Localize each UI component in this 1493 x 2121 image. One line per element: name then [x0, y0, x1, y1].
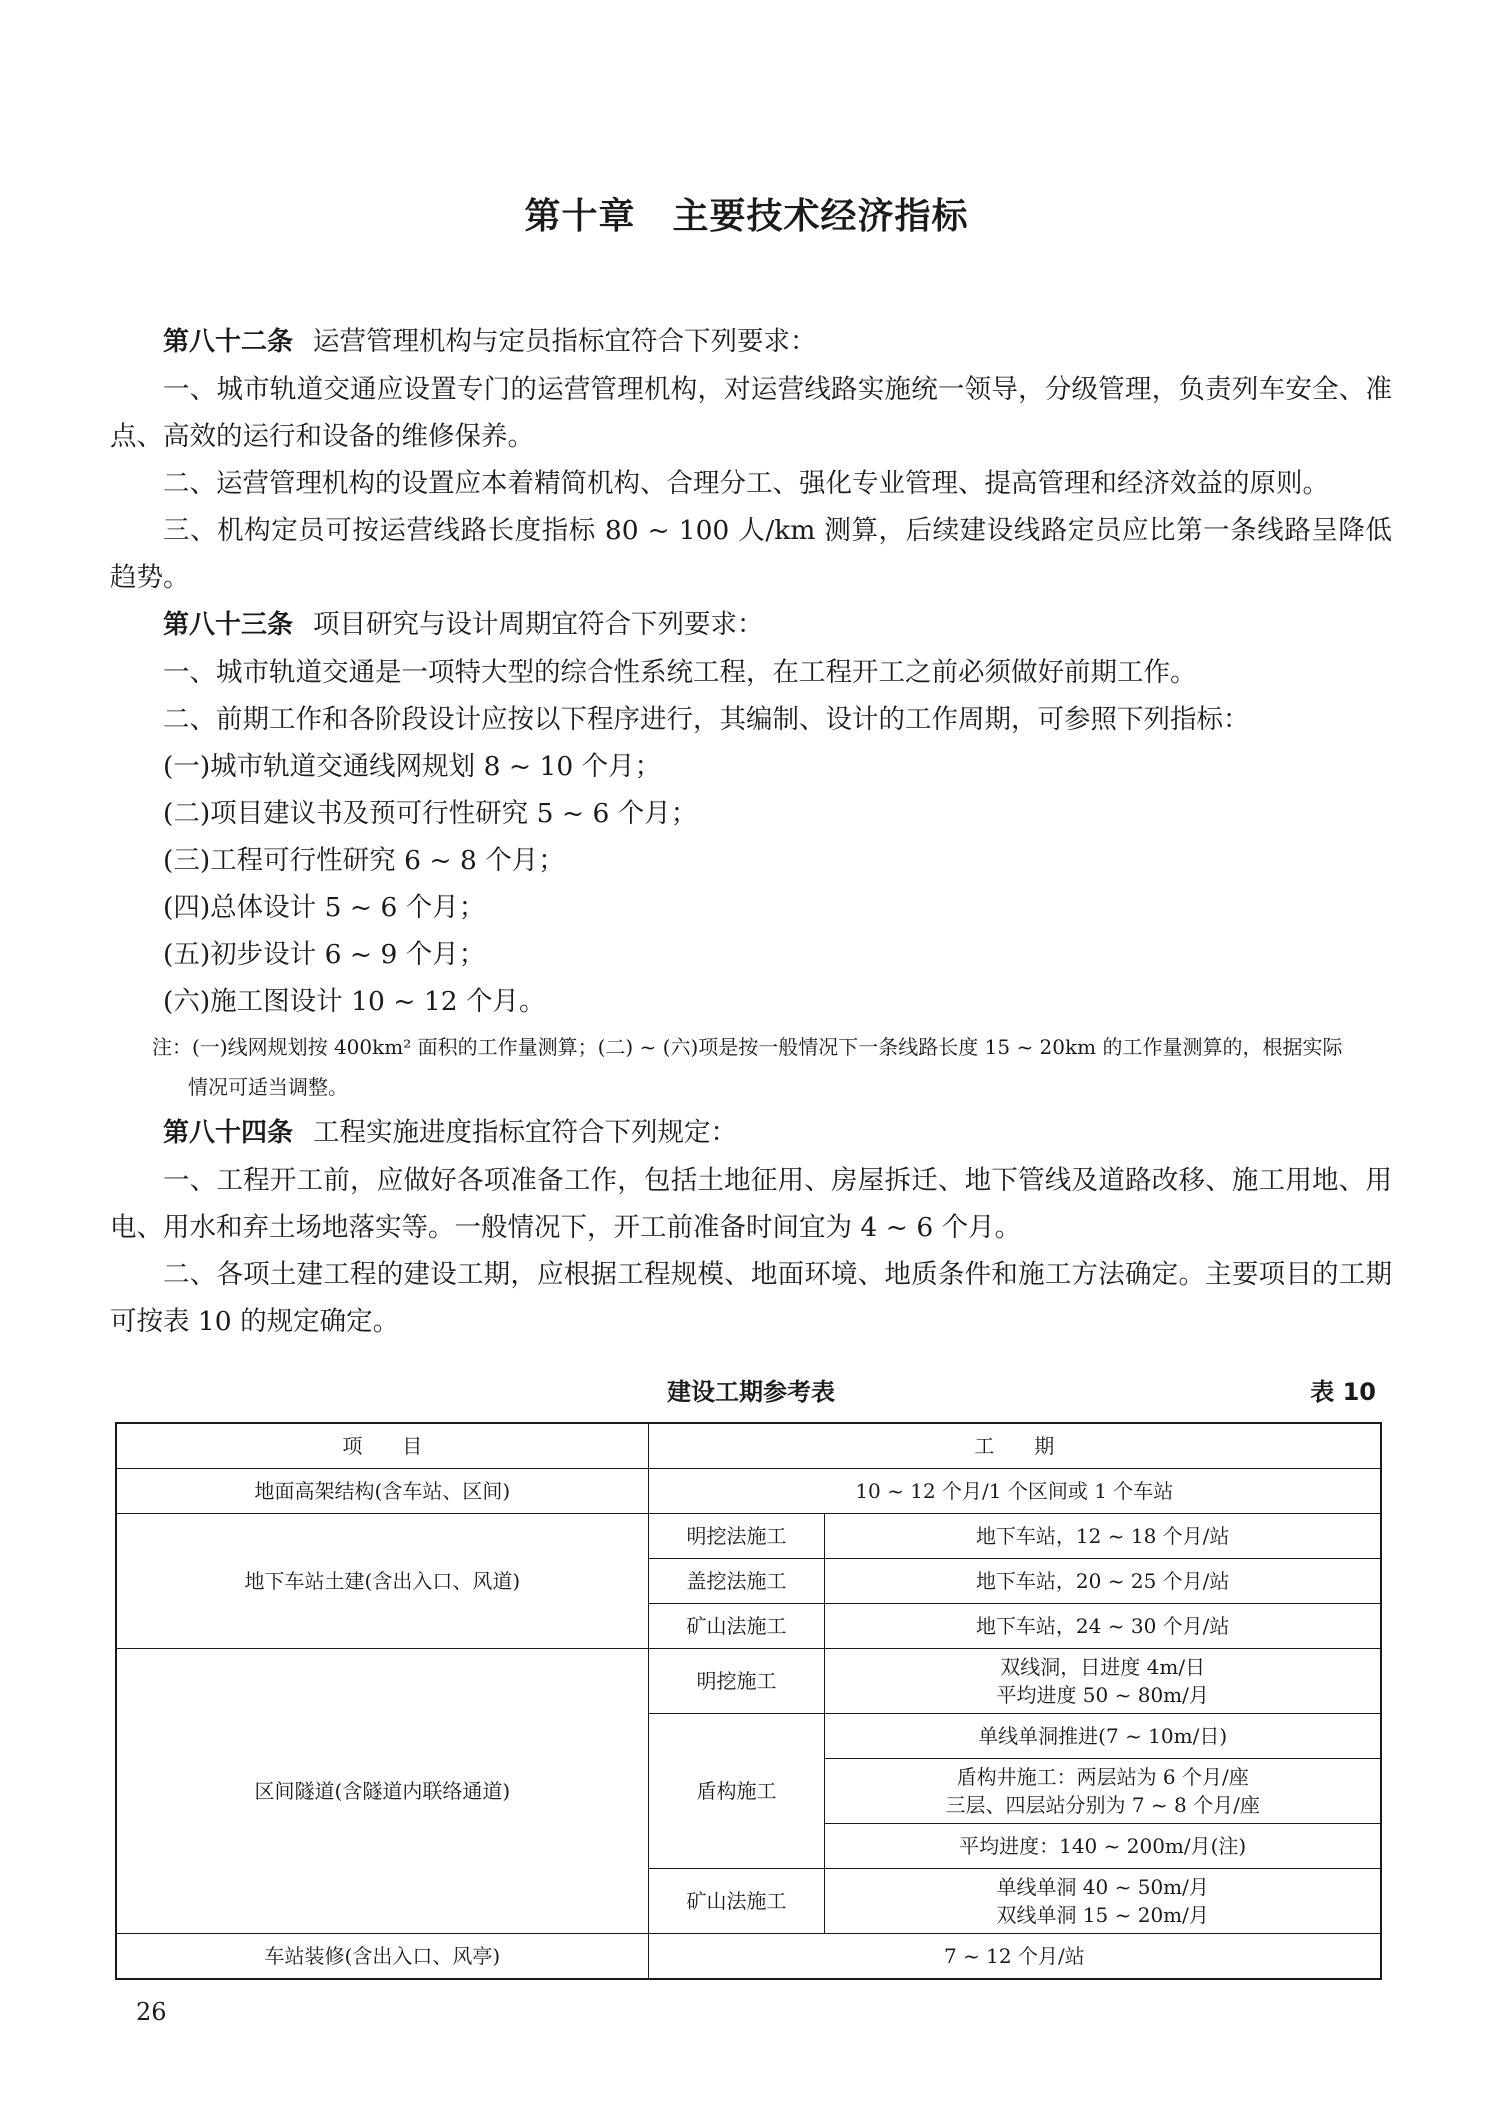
- table-header-row: [116, 1423, 1381, 1469]
- tunnel-shield-row1: 单线单洞推进(7 ~ 10m/日): [825, 1714, 1381, 1759]
- decoration-label: 车站装修(含出入口、风亭): [116, 1934, 648, 1980]
- article-83-item-5: (三)工程可行性研究 6 ~ 8 个月；: [163, 845, 565, 876]
- station-method: 明挖法施工: [648, 1514, 825, 1559]
- article-83-item-6: (四)总体设计 5 ~ 6 个月；: [163, 892, 486, 923]
- station-value: 地下车站，12 ~ 18 个月/站: [825, 1514, 1381, 1559]
- tunnel-shield-method: 盾构施工: [648, 1714, 825, 1869]
- elevated-value: 10 ~ 12 个月/1 个区间或 1 个车站: [648, 1469, 1381, 1514]
- table-row: [116, 1514, 1381, 1559]
- article-83-intro: 项目研究与设计周期宜符合下列要求：: [313, 609, 764, 640]
- table-row: [116, 1934, 1381, 1980]
- elevated-label: 地面高架结构(含车站、区间): [116, 1469, 648, 1514]
- cell-line: 单线单洞 40 ~ 50m/月: [996, 1875, 1209, 1899]
- article-84: [110, 1109, 1392, 1157]
- article-83-note: 注：(一)线网规划按 400km² 面积的工作量测算；(二) ~ (六)项是按一般情况下一条线路长度 15 ~ 20km 的工作量测算的，根据实际: [152, 1035, 1343, 1059]
- tunnel-open-cut-method: 明挖施工: [648, 1649, 825, 1714]
- table-number: 表 10: [1310, 1378, 1376, 1406]
- tunnel-label: 区间隧道(含隧道内联络通道): [116, 1649, 648, 1934]
- cell-line: 三层、四层站分别为 7 ~ 8 个月/座: [945, 1793, 1260, 1817]
- article-82-intro: 运营管理机构与定员指标宜符合下列要求：: [313, 326, 817, 357]
- article-83-label: 第八十三条: [163, 610, 294, 640]
- station-label: 地下车站土建(含出入口、风道): [116, 1514, 648, 1649]
- cell-line: 平均进度 50 ~ 80m/月: [996, 1683, 1209, 1707]
- article-83-note-cont: 情况可适当调整。: [188, 1075, 348, 1099]
- station-value: 地下车站，20 ~ 25 个月/站: [825, 1559, 1381, 1604]
- station-method: 矿山法施工: [648, 1604, 825, 1649]
- station-method: 盖挖法施工: [648, 1559, 825, 1604]
- tunnel-mining-method: 矿山法施工: [648, 1869, 825, 1934]
- cell-line: 盾构井施工：两层站为 6 个月/座: [956, 1765, 1249, 1789]
- article-82-item-3: 三、机构定员可按运营线路长度指标 80 ~ 100 人/km 测算，后续建设线路定员应比第一条线路呈降低趋势。: [110, 515, 1392, 593]
- article-82-item-2: 二、运营管理机构的设置应本着精简机构、合理分工、强化专业管理、提高管理和经济效益的原则。: [163, 468, 1329, 499]
- article-84-intro: 工程实施进度指标宜符合下列规定：: [313, 1117, 738, 1148]
- table-row: [116, 1649, 1381, 1714]
- header-item: 项 目: [116, 1423, 648, 1469]
- article-83-item-4: (二)项目建议书及预可行性研究 5 ~ 6 个月；: [163, 798, 698, 829]
- tunnel-mining-value: [825, 1869, 1381, 1934]
- decoration-value: 7 ~ 12 个月/站: [648, 1934, 1381, 1980]
- cell-line: 双线单洞 15 ~ 20m/月: [996, 1903, 1209, 1927]
- article-83-item-2: 二、前期工作和各阶段设计应按以下程序进行，其编制、设计的工作周期，可参照下列指标：: [163, 704, 1250, 735]
- header-period: 工 期: [648, 1423, 1381, 1469]
- article-82-label: 第八十二条: [163, 327, 294, 357]
- article-82-item-1: 一、城市轨道交通应设置专门的运营管理机构，对运营线路实施统一领导，分级管理，负责列车安全、准点、高效的运行和设备的维修保养。: [110, 374, 1392, 452]
- tunnel-open-cut-value: [825, 1649, 1381, 1714]
- article-84-label: 第八十四条: [163, 1118, 294, 1148]
- article-84-item-2: 二、各项土建工程的建设工期，应根据工程规模、地面环境、地质条件和施工方法确定。主要项目的工期可按表 10 的规定确定。: [110, 1259, 1392, 1337]
- article-82: [110, 318, 1392, 366]
- body-text: [110, 318, 1392, 1345]
- tunnel-shield-row2: [825, 1759, 1381, 1824]
- article-83: [110, 601, 1392, 649]
- station-value: 地下车站，24 ~ 30 个月/站: [825, 1604, 1381, 1649]
- article-83-item-1: 一、城市轨道交通是一项特大型的综合性系统工程，在工程开工之前必须做好前期工作。: [163, 657, 1197, 688]
- article-83-item-3: (一)城市轨道交通线网规划 8 ~ 10 个月；: [163, 751, 662, 782]
- article-83-item-7: (五)初步设计 6 ~ 9 个月；: [163, 939, 486, 970]
- article-83-item-8: (六)施工图设计 10 ~ 12 个月。: [163, 986, 546, 1017]
- cell-line: 双线洞，日进度 4m/日: [1000, 1655, 1206, 1679]
- chapter-title: 第十章 主要技术经济指标: [524, 196, 969, 237]
- tunnel-shield-row3: 平均进度：140 ~ 200m/月(注): [825, 1824, 1381, 1869]
- article-84-item-1: 一、工程开工前，应做好各项准备工作，包括土地征用、房屋拆迁、地下管线及道路改移、施工用地、用电、用水和弃土场地落实等。一般情况下，开工前准备时间宜为 4 ~ 6 个月。: [110, 1165, 1392, 1243]
- table-caption: [110, 1372, 1392, 1412]
- schedule-table: [115, 1422, 1382, 1980]
- page-number: 26: [136, 1998, 167, 2026]
- table-row: [116, 1469, 1381, 1514]
- table-title: 建设工期参考表: [667, 1378, 835, 1406]
